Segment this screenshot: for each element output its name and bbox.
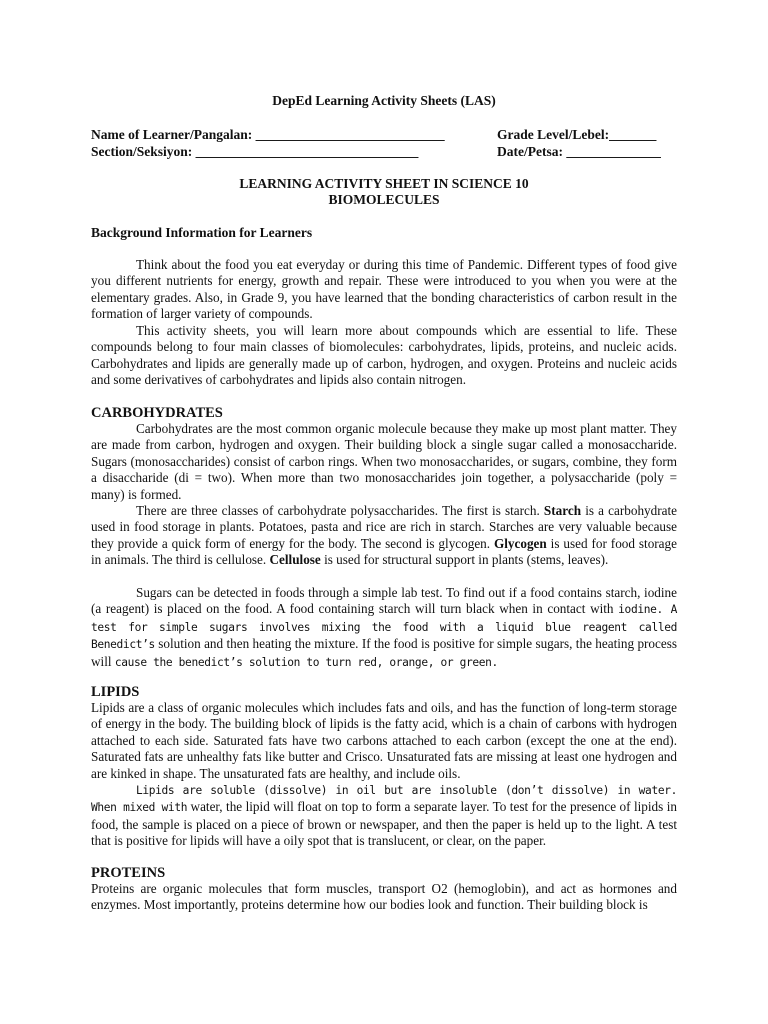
cellulose-term: Cellulose [269,552,321,568]
background-heading: Background Information for Learners [91,225,313,240]
starch-term: Starch [543,503,582,518]
date-field: Date/Petsa: ______________ [497,144,661,159]
carbohydrates-paragraph-1: Carbohydrates are the most common organic molecule because they make up most plant matter. They are made from carbon, hydrogen and oxygen. Their building block a single sugar called a monosaccharide. Sugars (monosaccharides) consist of carbon rings. When two monosaccharides, or sugars, combine, they form a disaccharide (di = two). When more than two monosaccharides join together, a polysaccharide (poly = many) is formed. [91,421,677,502]
carbohydrates-heading: CARBOHYDRATES [91,405,223,421]
sheet-subtitle: BIOMOLECULES [328,192,440,207]
glycogen-term: Glycogen [494,535,547,551]
lipids-paragraph-2: Lipids are soluble (dissolve) in oil but are insoluble (don’t dissolve) in water. When mixed with water, the lipid will float on top to form a separate layer. To test for the presence of lipids in food, the sample is placed on a piece of brown or newspaper, and then the paper is held up to the light. A test that is positive for lipids will have a oily spot that is translucent, or clear, on the paper. [91,784,677,849]
grade-level-field: Grade Level/Lebel:_______ [497,127,657,142]
document-title: DepEd Learning Activity Sheets (LAS) [272,93,496,108]
section-field: Section/Seksiyon: _________________________________ [91,144,419,159]
sheet-title: LEARNING ACTIVITY SHEET IN SCIENCE 10 [239,176,529,191]
background-paragraph-1: Think about the food you eat everyday or during this time of Pandemic. Different types of food give you different nutrients for energy, growth and repair. These were introduced to you when you were at the elementary grades. Also, in Grade 9, you have learned that the bonding characteristics of carbon result in the formation of larger variety of compounds. [91,257,677,322]
carbohydrates-paragraph-2: There are three classes of carbohydrate polysaccharides. The first is starch. Starch is a carbohydrate used in food storage in plants. Potatoes, pasta and rice are rich in starch. Starches are very valuable because they provide a quick form of energy for the body. The second is glycogen. Glycogen is used for food storage in animals. The third is cellulose. Cellulose is used for structural support in plants (stems, leaves). [91,503,677,568]
proteins-paragraph-1: Proteins are organic molecules that form muscles, transport O2 (hemoglobin), and act as hormones and enzymes. Most importantly, proteins determine how our bodies look and function. Their building block is [91,881,677,913]
proteins-heading: PROTEINS [91,865,166,881]
learner-name-field: Name of Learner/Pangalan: ____________________________ [91,127,445,142]
lipids-paragraph-1: Lipids are a class of organic molecules which includes fats and oils, and has the function of long-term storage of energy in the body. The building block of lipids is the fatty acid, which is a chain of carbons with hydrogen attached to each side. Saturated fats have two carbons attached to each carbon (except the one at the end). Saturated fats are unhealthy fats like butter and Crisco. Unsaturated fats are missing at least one hydrogen and are kinked in shape. The unsaturated fats are healthy, and include oils. [91,700,677,781]
carbohydrates-paragraph-3: Sugars can be detected in foods through a simple lab test. To find out if a food contains starch, iodine (a reagent) is placed on the food. A food containing starch will turn black when in contact with iodine. A test for simple sugars involves mixing the food with a liquid blue reagent called Benedict’s solution and then heating the mixture. If the food is positive for simple sugars, the heating process will cause the benedict’s solution to turn red, orange, or green. [91,585,677,669]
background-paragraph-2: This activity sheets, you will learn more about compounds which are essential to life. These compounds belong to four main classes of biomolecules: carbohydrates, lipids, proteins, and nucleic acids. Carbohydrates and lipids are generally made up of carbon, hydrogen, and oxygen. Proteins and nucleic acids and some derivatives of carbohydrates and lipids also contain nitrogen. [91,323,677,388]
lipids-heading: LIPIDS [91,684,140,700]
